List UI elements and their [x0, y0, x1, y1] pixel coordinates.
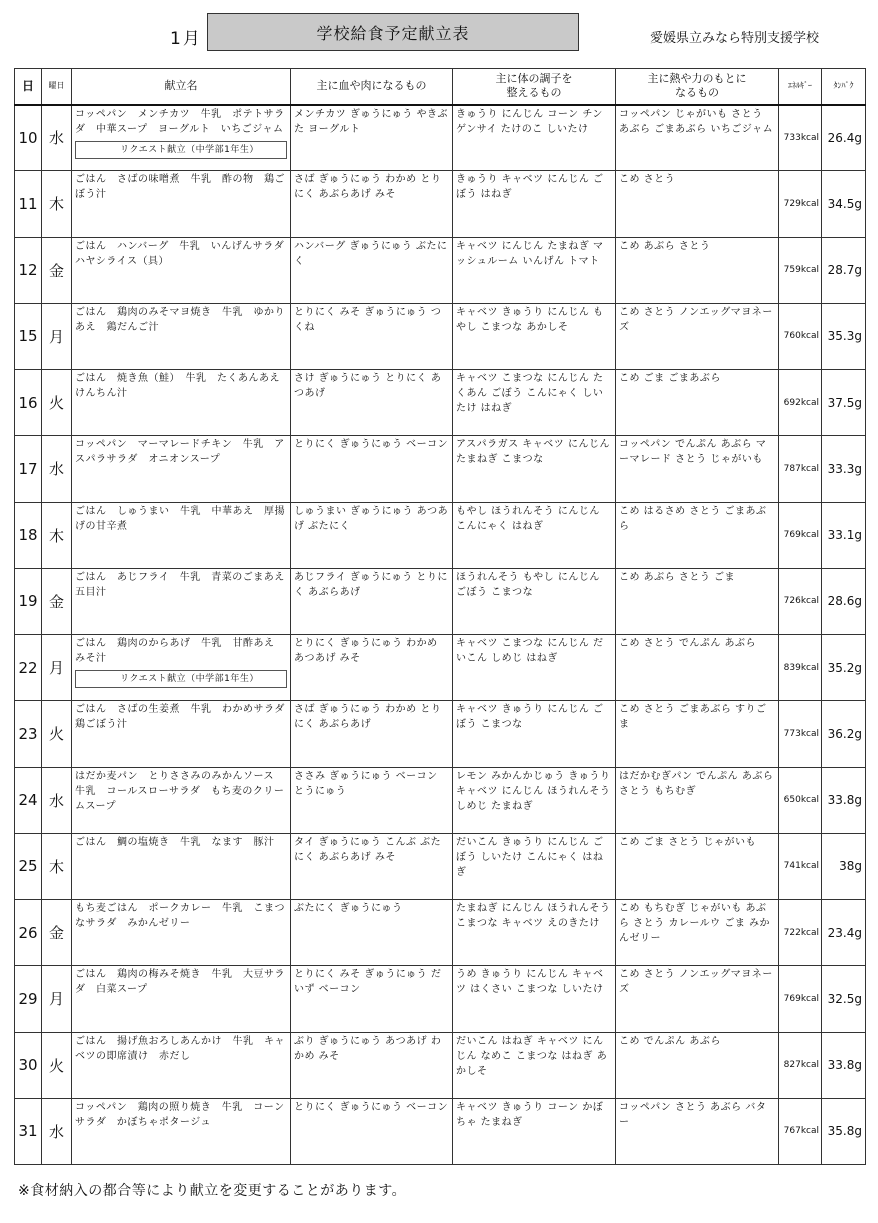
- row-date: 18: [15, 502, 42, 568]
- table-row: [15, 1032, 866, 1098]
- header-yellow-group: 主に熱や力のもとに なるもの: [616, 69, 779, 105]
- row-date: 25: [15, 833, 42, 899]
- row-menu-text: コッペパン 鶏肉の照り焼き 牛乳 コーンサラダ かぼちゃポタージュ: [75, 1101, 285, 1128]
- row-red-group: さば ぎゅうにゅう わかめ とりにく あぶらあげ: [291, 701, 453, 767]
- row-protein: 36.2g: [822, 701, 866, 767]
- row-day-of-week: 火: [42, 701, 72, 767]
- row-yellow-group: こめ さとう ノンエッグマヨネーズ: [616, 303, 779, 369]
- row-menu: [72, 635, 291, 701]
- table-row: [15, 966, 866, 1032]
- table-row: [15, 502, 866, 568]
- row-green-group: キャベツ きゅうり にんじん もやし こまつな あかしそ: [453, 303, 616, 369]
- row-green-group: キャベツ こまつな にんじん たくあん ごぼう こんにゃく しいたけ はねぎ: [453, 370, 616, 436]
- row-red-group: ぶたにく ぎゅうにゅう: [291, 900, 453, 966]
- row-menu: [72, 171, 291, 237]
- row-menu: [72, 1032, 291, 1098]
- row-menu-text: ごはん さばの生姜煮 牛乳 わかめサラダ 鶏ごぼう汁: [75, 704, 296, 731]
- row-menu-text: コッペパン メンチカツ 牛乳 ポテトサラダ 中華スープ ヨーグルト いちごジャム: [75, 108, 285, 135]
- row-green-group: うめ きゅうり にんじん キャベツ はくさい こまつな しいたけ: [453, 966, 616, 1032]
- row-yellow-group: こめ あぶら さとう ごま: [616, 568, 779, 634]
- row-yellow-group: はだかむぎパン でんぷん あぶら さとう もちむぎ: [616, 767, 779, 833]
- row-date: 11: [15, 171, 42, 237]
- row-day-of-week: 金: [42, 900, 72, 966]
- row-menu-text: ごはん 焼き魚（鮭） 牛乳 たくあんあえ けんちん汁: [75, 373, 291, 399]
- row-red-group: メンチカツ ぎゅうにゅう やきぶた ヨーグルト: [291, 105, 453, 171]
- row-energy: 759kcal: [779, 237, 822, 303]
- row-yellow-group: こめ さとう: [616, 171, 779, 237]
- row-energy: 769kcal: [779, 502, 822, 568]
- row-date: 12: [15, 237, 42, 303]
- row-protein: 33.3g: [822, 436, 866, 502]
- row-yellow-group: コッペパン でんぷん あぶら マーマレード さとう じゃがいも: [616, 436, 779, 502]
- row-yellow-group: こめ さとう ノンエッグマヨネーズ: [616, 966, 779, 1032]
- row-day-of-week: 水: [42, 1098, 72, 1164]
- row-day-of-week: 金: [42, 568, 72, 634]
- row-day-of-week: 月: [42, 303, 72, 369]
- row-yellow-group: こめ はるさめ さとう ごまあぶら: [616, 502, 779, 568]
- row-date: 17: [15, 436, 42, 502]
- row-green-group: だいこん はねぎ キャベツ にんじん なめこ こまつな はねぎ あかしそ: [453, 1032, 616, 1098]
- table-row: [15, 767, 866, 833]
- table-row: [15, 568, 866, 634]
- row-menu: [72, 370, 291, 436]
- row-green-group: キャベツ こまつな にんじん だいこん しめじ はねぎ: [453, 635, 616, 701]
- menu-table: [14, 68, 866, 1165]
- row-protein: 35.8g: [822, 1098, 866, 1164]
- row-yellow-group: こめ さとう ごまあぶら すりごま: [616, 701, 779, 767]
- row-energy: 839kcal: [779, 635, 822, 701]
- row-protein: 38g: [822, 833, 866, 899]
- header-green-group: 主に体の調子を 整えるもの: [453, 69, 616, 105]
- row-protein: 23.4g: [822, 900, 866, 966]
- row-menu: [72, 833, 291, 899]
- row-red-group: タイ ぎゅうにゅう こんぶ ぶたにく あぶらあげ みそ: [291, 833, 453, 899]
- row-menu-text: ごはん 鶏肉のからあげ 牛乳 甘酢あえ みそ汁: [75, 638, 285, 664]
- row-green-group: キャベツ きゅうり にんじん ごぼう こまつな: [453, 701, 616, 767]
- row-date: 30: [15, 1032, 42, 1098]
- row-date: 31: [15, 1098, 42, 1164]
- row-energy: 787kcal: [779, 436, 822, 502]
- header-menu: 献立名: [72, 69, 291, 105]
- row-menu-text: ごはん あじフライ 牛乳 青菜のごまあえ 五目汁: [75, 571, 296, 598]
- row-energy: 760kcal: [779, 303, 822, 369]
- header-dow: 曜日: [42, 69, 72, 105]
- row-date: 10: [15, 105, 42, 171]
- row-protein: 33.8g: [822, 1032, 866, 1098]
- row-menu-text: もち麦ごはん ポークカレー 牛乳 こまつなサラダ みかんゼリー: [75, 903, 285, 929]
- row-date: 19: [15, 568, 42, 634]
- row-menu: [72, 701, 296, 767]
- row-green-group: ほうれんそう もやし にんじん ごぼう こまつな: [453, 568, 616, 634]
- table-row: [15, 171, 866, 237]
- row-red-group: さば ぎゅうにゅう わかめ とりにく あぶらあげ みそ: [291, 171, 453, 237]
- request-menu-tag: リクエスト献立（中学部1年生）: [75, 141, 287, 159]
- row-day-of-week: 火: [42, 370, 72, 436]
- row-date: 24: [15, 767, 42, 833]
- row-red-group: とりにく みそ ぎゅうにゅう だいず ベーコン: [291, 966, 453, 1032]
- header-energy: ｴﾈﾙｷﾞｰ: [779, 69, 822, 105]
- table-row: [15, 105, 866, 171]
- row-date: 26: [15, 900, 42, 966]
- row-day-of-week: 水: [42, 105, 72, 171]
- row-protein: 28.7g: [822, 237, 866, 303]
- row-green-group: たまねぎ にんじん ほうれんそう こまつな キャベツ えのきたけ: [453, 900, 616, 966]
- request-menu-tag: リクエスト献立（中学部1年生）: [75, 670, 287, 688]
- table-row: [15, 303, 866, 369]
- row-energy: 733kcal: [779, 105, 822, 171]
- row-day-of-week: 月: [42, 635, 72, 701]
- row-menu: [72, 237, 295, 303]
- row-protein: 35.3g: [822, 303, 866, 369]
- header-date: 日: [15, 69, 42, 105]
- row-red-group: とりにく ぎゅうにゅう ベーコン: [291, 1098, 453, 1164]
- row-energy: 692kcal: [779, 370, 822, 436]
- table-row: [15, 701, 866, 767]
- table-row: [15, 833, 866, 899]
- table-row: [15, 635, 866, 701]
- month-label: 1月: [170, 29, 202, 49]
- row-energy: 650kcal: [779, 767, 822, 833]
- row-energy: 726kcal: [779, 568, 822, 634]
- row-energy: 769kcal: [779, 966, 822, 1032]
- row-menu: [72, 303, 291, 369]
- header-protein: ﾀﾝﾊﾟｸ: [822, 69, 866, 105]
- table-row: [15, 900, 866, 966]
- row-green-group: キャベツ きゅうり コーン かぼちゃ たまねぎ: [453, 1098, 616, 1164]
- row-menu-text: コッペパン マーマレードチキン 牛乳 アスパラサラダ オニオンスープ: [75, 439, 285, 466]
- row-energy: 767kcal: [779, 1098, 822, 1164]
- row-menu: [72, 900, 291, 966]
- row-red-group: とりにく ぎゅうにゅう わかめ あつあげ みそ: [291, 635, 453, 701]
- row-yellow-group: コッペパン さとう あぶら バター: [616, 1098, 779, 1164]
- header-red-group: 主に血や肉になるもの: [291, 69, 453, 105]
- row-red-group: とりにく みそ ぎゅうにゅう つくね: [291, 303, 453, 369]
- row-day-of-week: 水: [42, 436, 72, 502]
- row-day-of-week: 金: [42, 237, 72, 303]
- row-green-group: きゅうり にんじん コーン チンゲンサイ たけのこ しいたけ: [453, 105, 616, 171]
- row-protein: 35.2g: [822, 635, 866, 701]
- row-green-group: もやし ほうれんそう にんじん こんにゃく はねぎ: [453, 502, 616, 568]
- row-menu-text: ごはん 揚げ魚おろしあんかけ 牛乳 キャベツの即席漬け 赤だし: [75, 1035, 285, 1062]
- footnote: ※食材納入の都合等により献立を変更することがあります。: [18, 1183, 407, 1199]
- table-row: [15, 370, 866, 436]
- row-date: 22: [15, 635, 42, 701]
- row-energy: 773kcal: [779, 701, 822, 767]
- page-title: 学校給食予定献立表: [207, 13, 579, 51]
- row-menu-text: ごはん しゅうまい 牛乳 中華あえ 厚揚げの甘辛煮: [75, 505, 285, 532]
- row-yellow-group: こめ でんぷん あぶら: [616, 1032, 779, 1098]
- row-yellow-group: こめ あぶら さとう: [616, 237, 779, 303]
- row-red-group: あじフライ ぎゅうにゅう とりにく あぶらあげ: [291, 568, 453, 634]
- row-protein: 34.5g: [822, 171, 866, 237]
- row-red-group: ぶり ぎゅうにゅう あつあげ わかめ みそ: [291, 1032, 453, 1098]
- row-day-of-week: 木: [42, 502, 72, 568]
- row-yellow-group: こめ ごま ごまあぶら: [616, 370, 779, 436]
- row-red-group: ささみ ぎゅうにゅう ベーコン とうにゅう: [291, 767, 453, 833]
- row-menu: [72, 767, 291, 833]
- row-red-group: とりにく ぎゅうにゅう ベーコン: [291, 436, 453, 502]
- row-menu: [72, 105, 291, 171]
- row-date: 16: [15, 370, 42, 436]
- row-protein: 33.1g: [822, 502, 866, 568]
- table-row: [15, 237, 866, 303]
- row-protein: 26.4g: [822, 105, 866, 171]
- row-date: 15: [15, 303, 42, 369]
- row-protein: 33.8g: [822, 767, 866, 833]
- row-day-of-week: 木: [42, 833, 72, 899]
- row-protein: 28.6g: [822, 568, 866, 634]
- row-red-group: さけ ぎゅうにゅう とりにく あつあげ: [291, 370, 453, 436]
- table-header-row: [15, 69, 866, 105]
- row-menu: [72, 568, 296, 634]
- row-green-group: アスパラガス キャベツ にんじん たまねぎ こまつな: [453, 436, 616, 502]
- row-day-of-week: 木: [42, 171, 72, 237]
- table-row: [15, 1098, 866, 1164]
- row-menu-text: ごはん さばの味噌煮 牛乳 酢の物 鶏ごぼう汁: [75, 174, 285, 201]
- row-yellow-group: こめ さとう でんぷん あぶら: [616, 635, 779, 701]
- row-date: 23: [15, 701, 42, 767]
- row-day-of-week: 水: [42, 767, 72, 833]
- table-row: [15, 436, 866, 502]
- row-protein: 32.5g: [822, 966, 866, 1032]
- row-energy: 729kcal: [779, 171, 822, 237]
- row-menu-text: ごはん 鶏肉の梅みそ焼き 牛乳 大豆サラダ 白菜スープ: [75, 969, 285, 996]
- row-red-group: しゅうまい ぎゅうにゅう あつあげ ぶたにく: [291, 502, 453, 568]
- row-menu-text: ごはん 鶏肉のみそマヨ焼き 牛乳 ゆかりあえ 鶏だんご汁: [75, 306, 285, 333]
- row-energy: 722kcal: [779, 900, 822, 966]
- row-energy: 741kcal: [779, 833, 822, 899]
- row-menu-text: ごはん 鯛の塩焼き 牛乳 なます 豚汁: [75, 836, 275, 848]
- row-red-group: ハンバーグ ぎゅうにゅう ぶたにく: [291, 237, 453, 303]
- row-day-of-week: 火: [42, 1032, 72, 1098]
- row-date: 29: [15, 966, 42, 1032]
- row-menu: [72, 966, 291, 1032]
- menu-table-body: [15, 105, 866, 1165]
- row-energy: 827kcal: [779, 1032, 822, 1098]
- row-menu-text: ごはん ハンバーグ 牛乳 いんげんサラダ ハヤシライス（具）: [75, 240, 295, 267]
- row-yellow-group: こめ ごま さとう じゃがいも: [616, 833, 779, 899]
- row-menu: [72, 436, 291, 502]
- row-menu: [72, 502, 291, 568]
- row-yellow-group: こめ もちむぎ じゃがいも あぶら さとう カレールウ ごま みかんゼリー: [616, 900, 779, 966]
- row-menu-text: はだか麦パン とりささみのみかんソース 牛乳 コールスローサラダ もち麦のクリームスープ: [75, 770, 285, 812]
- row-green-group: キャベツ にんじん たまねぎ マッシュルーム いんげん トマト: [453, 237, 616, 303]
- row-green-group: レモン みかんかじゅう きゅうり キャベツ にんじん ほうれんそう しめじ たまねぎ: [453, 767, 616, 833]
- row-day-of-week: 月: [42, 966, 72, 1032]
- row-green-group: きゅうり キャベツ にんじん ごぼう はねぎ: [453, 171, 616, 237]
- row-green-group: だいこん きゅうり にんじん ごぼう しいたけ こんにゃく はねぎ: [453, 833, 616, 899]
- row-protein: 37.5g: [822, 370, 866, 436]
- row-menu: [72, 1098, 291, 1164]
- school-name: 愛媛県立みなら特別支援学校: [650, 31, 820, 46]
- row-yellow-group: コッペパン じゃがいも さとう あぶら ごまあぶら いちごジャム: [616, 105, 779, 171]
